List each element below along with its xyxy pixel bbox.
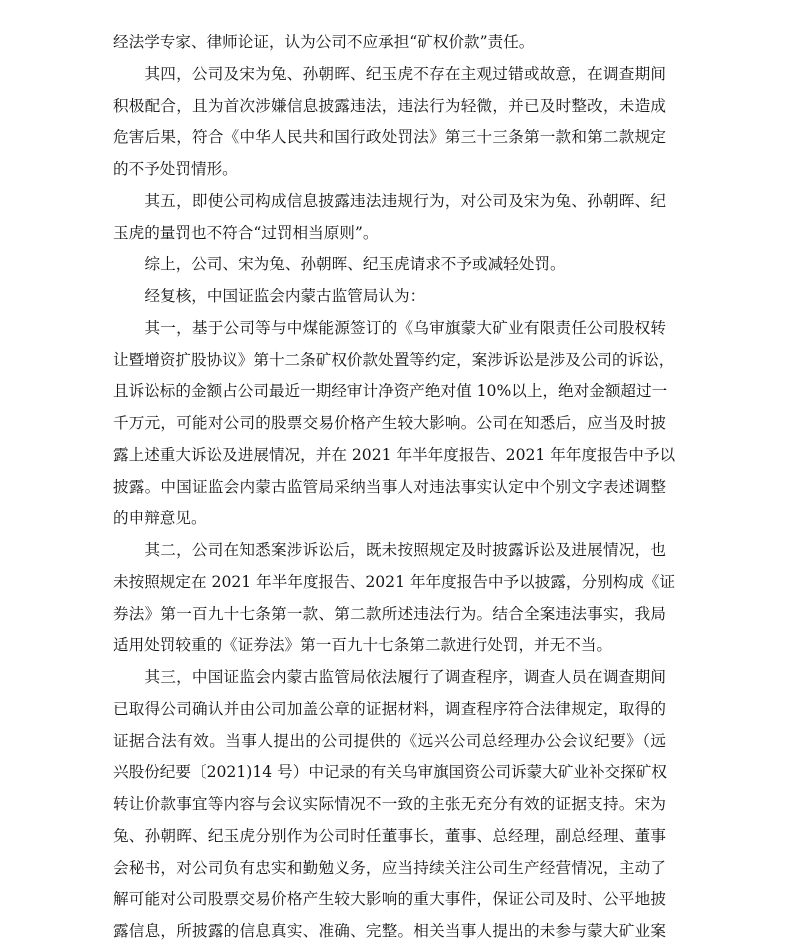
text-line: 已取得公司确认并由公司加盖公章的证据材料，调查程序符合法律规定，取得的 (113, 699, 666, 718)
text-line: 披露。中国证监会内蒙古监管局采纳当事人对违法事实认定中个别文字表述调整 (113, 477, 666, 496)
text-line: 玉虎的量罚也不符合“过罚相当原则”。 (113, 223, 379, 242)
text-line: 其五，即使公司构成信息披露违法违规行为，对公司及宋为兔、孙朝晖、纪 (144, 191, 666, 210)
text-line: 其四，公司及宋为兔、孙朝晖、纪玉虎不存在主观过错或故意，在调查期间 (144, 64, 666, 83)
text-line: 危害后果，符合《中华人民共和国行政处罚法》第三十三条第一款和第二款规定 (113, 128, 666, 147)
text-line: 千万元，可能对公司的股票交易价格产生较大影响。公司在知悉后，应当及时披 (113, 414, 666, 432)
text-line: 会秘书，对公司负有忠实和勤勉义务，应当持续关注公司生产经营情况，主动了 (113, 858, 666, 877)
text-line: 未按照规定在 2021 年半年度报告、2021 年年度报告中予以披露，分别构成《证 (113, 572, 676, 591)
text-line: 其一，基于公司等与中煤能源签订的《乌审旗蒙大矿业有限责任公司股权转 (144, 318, 666, 337)
text-line: 露信息，所披露的信息真实、准确、完整。相关当事人提出的未参与蒙大矿业案 (113, 922, 666, 940)
text-line: 经复核，中国证监会内蒙古监管局认为： (144, 287, 426, 305)
text-line: 综上，公司、宋为兔、孙朝晖、纪玉虎请求不予或减轻处罚。 (144, 255, 566, 274)
text-line: 露上述重大诉讼及进展情况，并在 2021 年半年度报告、2021 年年度报告中予以 (113, 445, 676, 464)
text-line: 积极配合，且为首次涉嫌信息披露违法，违法行为轻微，并已及时整改，未造成 (113, 96, 666, 115)
text-line: 适用处罚较重的《证券法》第一百九十七条第二款进行处罚，并无不当。 (113, 636, 613, 655)
text-line: 证据合法有效。当事人提出的公司提供的《远兴公司总经理办公会议纪要》（远 (113, 731, 666, 750)
text-line: 转让价款事宜等内容与会议实际情况不一致的主张无充分有效的证据支持。宋为 (113, 795, 666, 813)
text-line: 解可能对公司股票交易价格产生较大影响的重大事件，保证公司及时、公平地披 (113, 890, 666, 909)
text-line: 让暨增资扩股协议》第十二条矿权价款处置等约定，案涉诉讼是涉及公司的诉讼， (113, 350, 675, 369)
text-line: 且诉讼标的金额占公司最近一期经审计净资产绝对值 10%以上，绝对金额超过一 (113, 382, 668, 401)
text-line: 兔、孙朝晖、纪玉虎分别作为公司时任董事长，董事、总经理，副总经理、董事 (113, 826, 666, 845)
text-line: 其二，公司在知悉案涉诉讼后，既未按照规定及时披露诉讼及进展情况，也 (144, 541, 666, 559)
text-line: 兴股份纪要〔2021)14 号）中记录的有关乌审旗国资公司诉蒙大矿业补交探矿权 (113, 763, 667, 782)
text-line: 的不予处罚情形。 (113, 160, 238, 178)
text-line: 的申辩意见。 (113, 509, 207, 528)
text-line: 其三，中国证监会内蒙古监管局依法履行了调查程序，调查人员在调查期间 (144, 668, 666, 686)
text-line: 券法》第一百九十七条第一款、第二款所述违法行为。结合全案违法事实，我局 (113, 604, 666, 623)
text-line: 经法学专家、律师论证，认为公司不应承担“矿权价款”责任。 (113, 33, 535, 51)
document-body (113, 27, 676, 948)
